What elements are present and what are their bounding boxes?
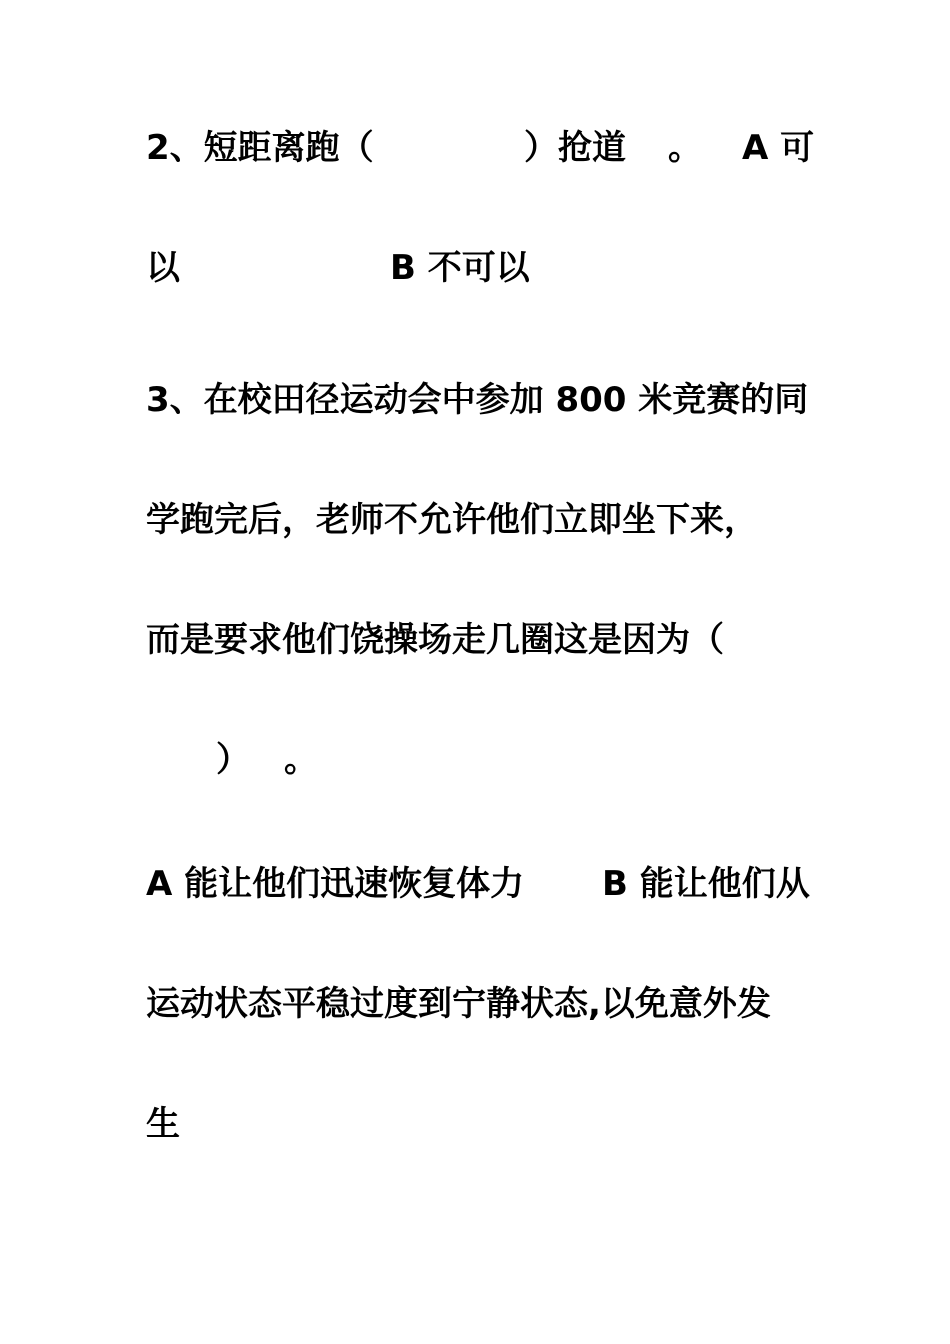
q3-close-paren: ） bbox=[216, 740, 250, 780]
q3-line-3 bbox=[146, 620, 724, 660]
q2-line-1 bbox=[146, 128, 815, 168]
q3-option-a: A 能让他们迅速恢复体力 bbox=[146, 864, 525, 904]
q2-stem-end: ）抢道 bbox=[524, 128, 626, 168]
q3-period: 。 bbox=[284, 740, 318, 780]
q3-line-4 bbox=[146, 740, 318, 780]
q2-period: 。 bbox=[668, 128, 702, 168]
q2-option-b: B 不可以 bbox=[390, 248, 530, 288]
q2-option-a-end: 以 bbox=[146, 248, 180, 288]
q3-option-b-start: B 能让他们从 bbox=[602, 864, 810, 904]
q3-line-2 bbox=[146, 500, 758, 540]
q3-option-b-continued: 运动状态平稳过度到宁静状态,以免意外发 bbox=[146, 984, 771, 1024]
q3-line-1 bbox=[146, 380, 809, 420]
q3-stem-line-3: 而是要求他们饶操场走几圈这是因为（ bbox=[146, 620, 724, 660]
q3-line-5 bbox=[146, 864, 810, 904]
q3-line-6 bbox=[146, 984, 771, 1024]
q3-stem-line-1: 3、在校田径运动会中参加 800 米竞赛的同 bbox=[146, 380, 809, 420]
q3-line-7 bbox=[146, 1104, 180, 1144]
q3-stem-line-2: 学跑完后，老师不允许他们立即坐下来， bbox=[146, 500, 758, 540]
q2-option-a-start: A 可 bbox=[742, 128, 815, 168]
q3-option-b-end: 生 bbox=[146, 1104, 180, 1144]
q2-line-2 bbox=[146, 248, 530, 288]
q2-stem-start: 2、短距离跑（ bbox=[146, 128, 374, 168]
